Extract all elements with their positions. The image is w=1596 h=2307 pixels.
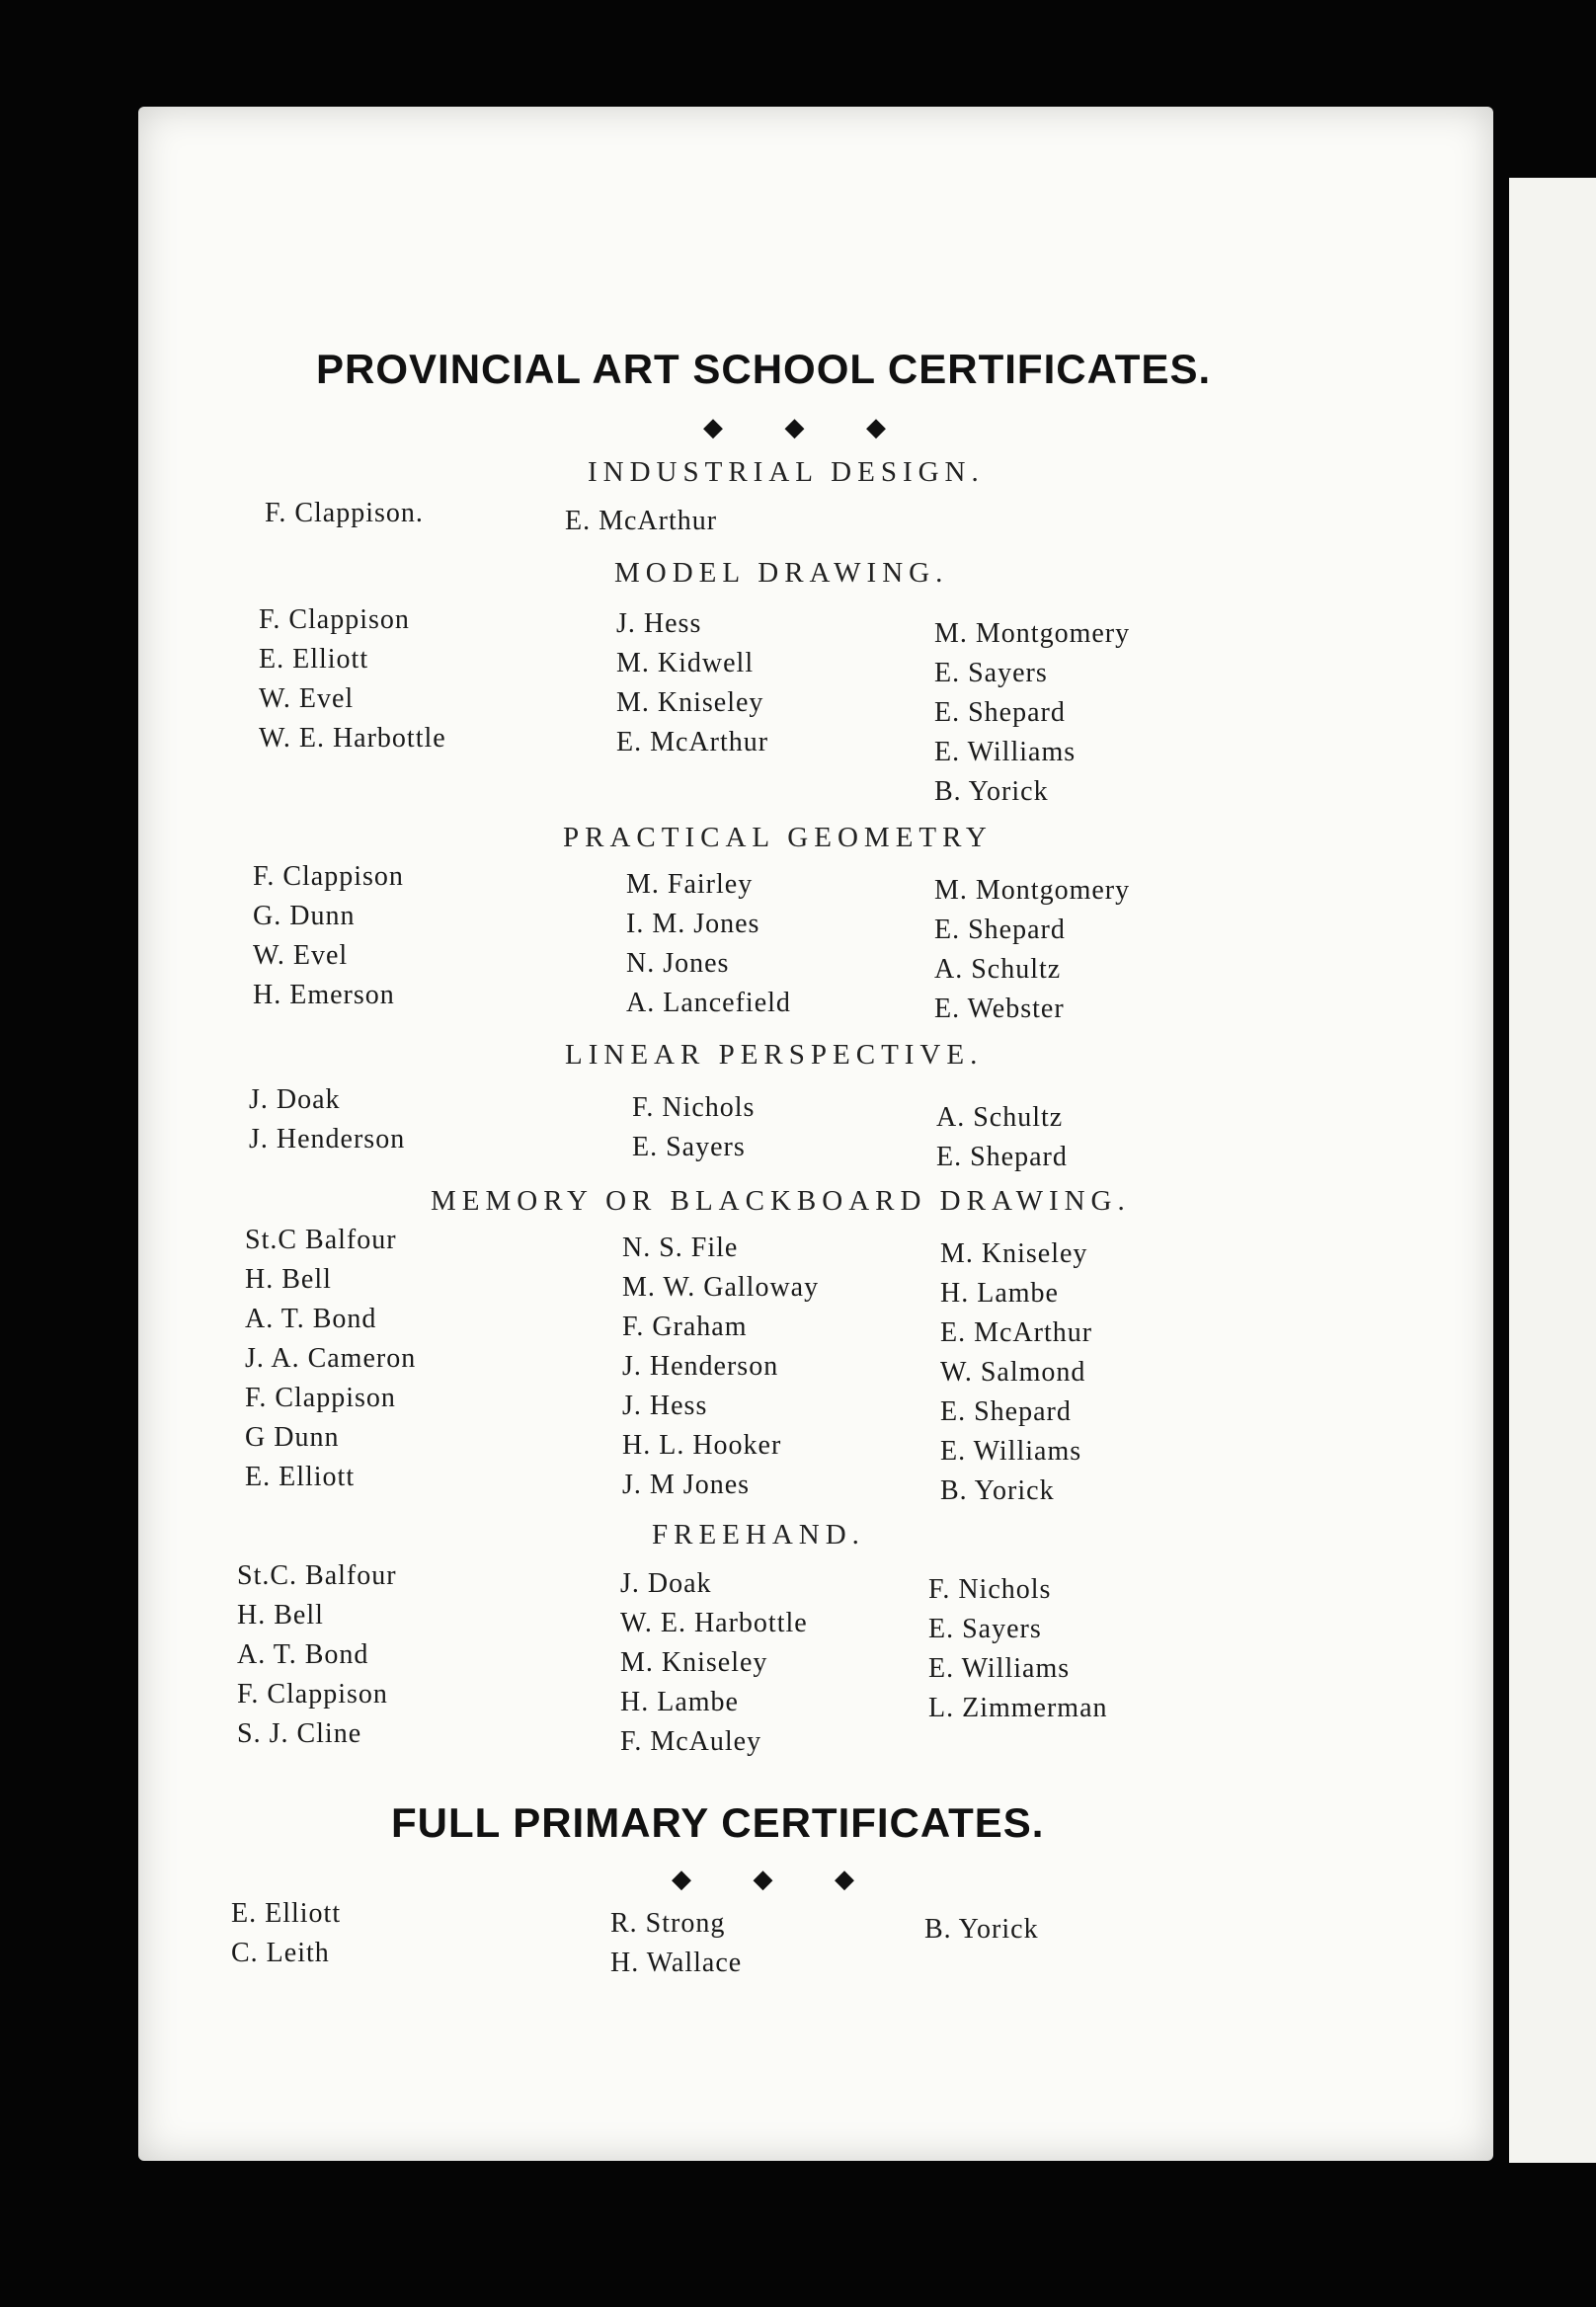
name-entry: M. Montgomery — [934, 875, 1131, 906]
name-entry: M. Montgomery — [934, 618, 1131, 649]
name-entry: E. Elliott — [259, 644, 369, 675]
linear-perspective-col1 — [249, 1080, 405, 1159]
memory-drawing-col3 — [940, 1234, 1092, 1511]
name-entry: H. Lambe — [620, 1687, 739, 1717]
name-entry: E. Shepard — [934, 697, 1066, 728]
section-title-linear-perspective: LINEAR PERSPECTIVE. — [565, 1039, 984, 1071]
memory-drawing-col1 — [245, 1221, 416, 1497]
name-entry: F. Graham — [622, 1312, 748, 1342]
linear-perspective-col2 — [632, 1088, 755, 1167]
primary-col1 — [231, 1894, 341, 1973]
name-entry: A. T. Bond — [237, 1639, 369, 1670]
name-entry: N. S. File — [622, 1233, 739, 1263]
name-entry: St.C. Balfour — [237, 1560, 397, 1591]
name-entry: E. Williams — [928, 1653, 1071, 1684]
name-entry: F. Clappison — [253, 861, 404, 892]
name-entry: F. Clappison — [237, 1679, 388, 1710]
name-entry: J. Hess — [616, 608, 702, 639]
name-entry: H. Emerson — [253, 980, 395, 1010]
name-entry: M. Fairley — [626, 869, 754, 900]
name-entry: J. Henderson — [249, 1124, 406, 1154]
name-entry: R. Strong — [610, 1908, 726, 1939]
name-entry: W. E. Harbottle — [620, 1608, 808, 1638]
name-entry: H. L. Hooker — [622, 1430, 782, 1461]
primary-certificates-title: FULL PRIMARY CERTIFICATES. — [391, 1799, 1045, 1846]
name-entry: W. Salmond — [940, 1357, 1086, 1388]
name-entry: E. Sayers — [632, 1132, 746, 1162]
name-entry: J. Henderson — [622, 1351, 779, 1382]
name-entry: H. Lambe — [940, 1278, 1059, 1309]
name-entry: J. M Jones — [622, 1470, 751, 1500]
freehand-col2 — [620, 1564, 808, 1762]
industrial-design-col1 — [265, 494, 424, 533]
name-entry: B. Yorick — [934, 776, 1049, 807]
name-entry: N. Jones — [626, 948, 730, 979]
name-entry: M. Kniseley — [620, 1647, 768, 1678]
name-entry: B. Yorick — [924, 1914, 1039, 1945]
name-entry: E. Shepard — [940, 1396, 1072, 1427]
practical-geometry-col3 — [934, 871, 1130, 1029]
primary-col2 — [610, 1904, 742, 1983]
name-entry: J. Doak — [620, 1568, 712, 1599]
section-title-memory-drawing: MEMORY OR BLACKBOARD DRAWING. — [431, 1185, 1131, 1217]
name-entry: J. Hess — [622, 1391, 708, 1421]
name-entry: I. M. Jones — [626, 909, 760, 939]
name-entry: E. Williams — [940, 1436, 1082, 1467]
name-entry: E. Sayers — [928, 1614, 1042, 1644]
name-entry: F. Nichols — [632, 1092, 756, 1123]
name-entry: W. Evel — [259, 683, 355, 714]
name-entry: H. Wallace — [610, 1948, 743, 1978]
model-drawing-col1 — [259, 600, 446, 758]
memory-drawing-col2 — [622, 1229, 819, 1505]
name-entry: E. McArthur — [940, 1317, 1093, 1348]
name-entry: A. Schultz — [936, 1102, 1064, 1133]
name-entry: E. Sayers — [934, 658, 1048, 688]
name-entry: H. Bell — [245, 1264, 332, 1295]
name-entry: W. E. Harbottle — [259, 723, 446, 754]
primary-col3 — [924, 1910, 1039, 1949]
name-entry: B. Yorick — [940, 1475, 1055, 1506]
name-entry: H. Bell — [237, 1600, 324, 1631]
model-drawing-col3 — [934, 614, 1130, 812]
name-entry: E. Shepard — [934, 915, 1066, 945]
name-entry: J. A. Cameron — [245, 1343, 417, 1374]
industrial-design-col2 — [565, 502, 717, 541]
practical-geometry-col1 — [253, 857, 404, 1015]
linear-perspective-col3 — [936, 1098, 1068, 1177]
section-title-model-drawing: MODEL DRAWING. — [614, 557, 949, 589]
name-entry: F. Nichols — [928, 1574, 1052, 1605]
name-entry: G Dunn — [245, 1422, 340, 1453]
name-entry: L. Zimmerman — [928, 1693, 1108, 1723]
name-entry: E. Williams — [934, 737, 1077, 767]
adjacent-page-edge — [1509, 178, 1596, 2163]
name-entry: M. Kidwell — [616, 648, 755, 678]
name-entry: A. T. Bond — [245, 1304, 377, 1334]
section-title-freehand: FREEHAND. — [652, 1519, 865, 1551]
name-entry: A. Schultz — [934, 954, 1062, 985]
ornament-diamonds: ◆ ◆ ◆ — [703, 413, 914, 441]
model-drawing-col2 — [616, 604, 768, 762]
name-entry: E. Webster — [934, 994, 1065, 1024]
name-entry: E. McArthur — [565, 506, 718, 536]
name-entry: J. Doak — [249, 1084, 341, 1115]
name-entry: E. Elliott — [245, 1462, 356, 1492]
section-title-industrial-design: INDUSTRIAL DESIGN. — [588, 456, 985, 488]
name-entry: F. Clappison — [245, 1383, 396, 1413]
name-entry: M. Kniseley — [616, 687, 764, 718]
name-entry: F. Clappison. — [265, 498, 424, 528]
name-entry: E. McArthur — [616, 727, 769, 757]
name-entry: M. Kniseley — [940, 1238, 1088, 1269]
section-title-practical-geometry: PRACTICAL GEOMETRY — [563, 822, 993, 853]
freehand-col3 — [928, 1570, 1108, 1728]
name-entry: G. Dunn — [253, 901, 356, 931]
name-entry: A. Lancefield — [626, 988, 791, 1018]
name-entry: F. McAuley — [620, 1726, 762, 1757]
name-entry: E. Shepard — [936, 1142, 1068, 1172]
name-entry: M. W. Galloway — [622, 1272, 820, 1303]
name-entry: St.C Balfour — [245, 1225, 397, 1255]
ornament-diamonds: ◆ ◆ ◆ — [672, 1865, 882, 1893]
name-entry: S. J. Cline — [237, 1718, 362, 1749]
freehand-col1 — [237, 1556, 397, 1754]
name-entry: C. Leith — [231, 1938, 330, 1968]
name-entry: W. Evel — [253, 940, 349, 971]
name-entry: E. Elliott — [231, 1898, 342, 1929]
page-title: PROVINCIAL ART SCHOOL CERTIFICATES. — [316, 346, 1212, 392]
name-entry: F. Clappison — [259, 604, 410, 635]
practical-geometry-col2 — [626, 865, 791, 1023]
